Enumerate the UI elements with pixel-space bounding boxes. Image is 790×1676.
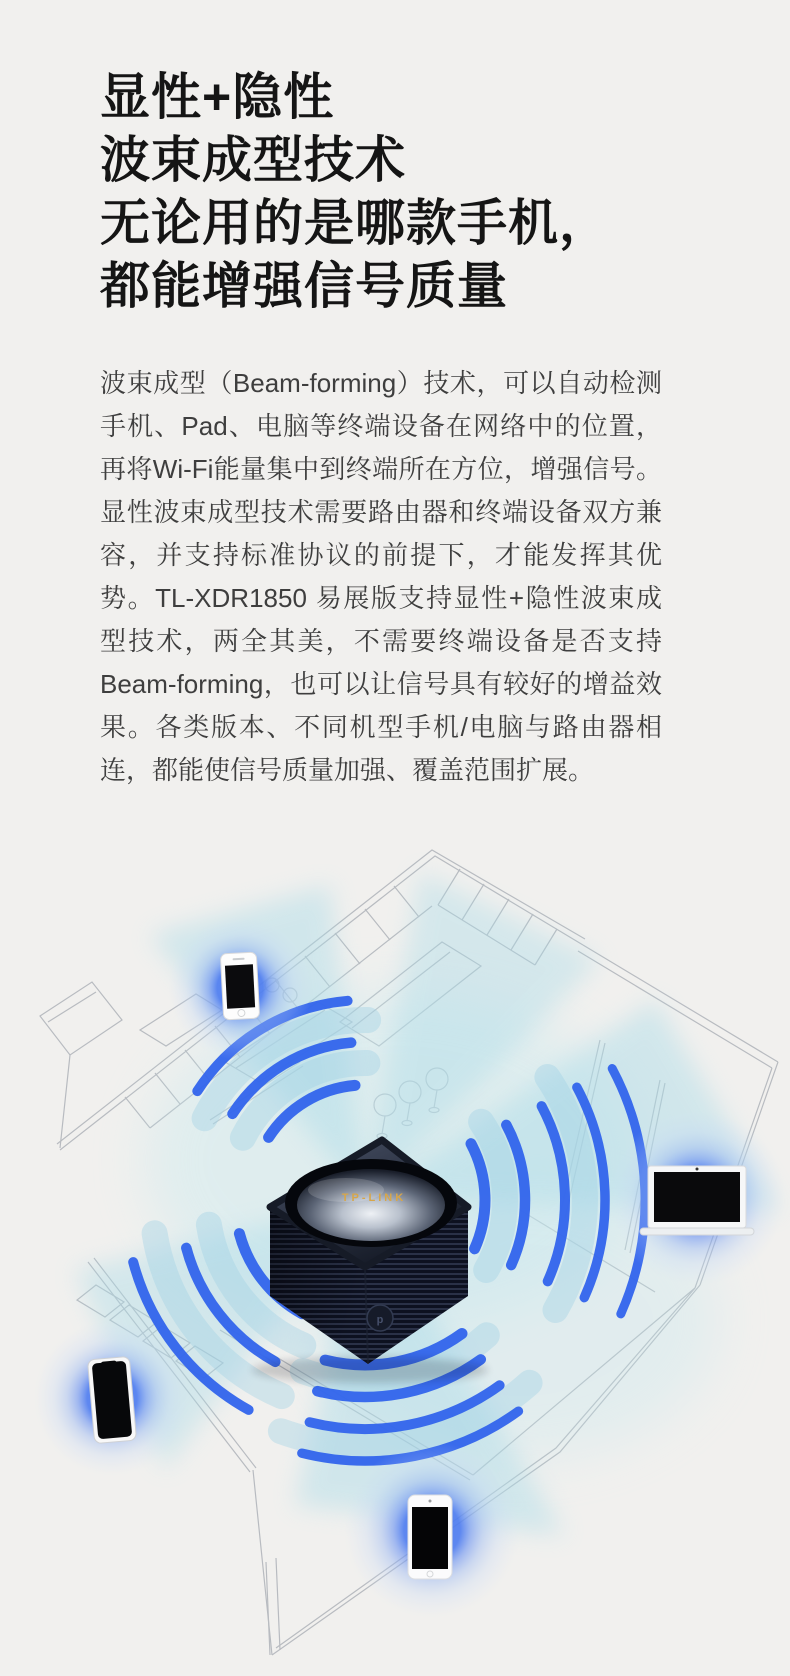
coverage-illustration bbox=[0, 800, 790, 1676]
feature-description: 波束成型（Beam-forming）技术，可以自动检测手机、Pad、电脑等终端设备在网络中的位置，再将Wi-Fi能量集中到终端所在方位，增强信号。显性波束成型技术需要路由器和终端设备双方兼容，并支持标准协议的前提下，才能发挥其优势。TL-XDR1850 易展版支持显性+隐性波束成型技术，两全其美，不需要终端设备是否支持Beam-forming，也可以让信号具有较好的增益效果。各类版本、不同机型手机/电脑与路由器相连，都能使信号质量加强、覆盖范围扩展。 bbox=[100, 368, 662, 785]
smartphone-left-icon bbox=[87, 1356, 136, 1443]
router-brand-text: TP-LINK bbox=[341, 1192, 407, 1204]
laptop-right-icon bbox=[640, 1166, 754, 1235]
smartphone-top-left-icon bbox=[220, 952, 259, 1020]
smartphone-bottom-icon bbox=[408, 1495, 452, 1579]
heading-line-4: 都能增强信号质量 bbox=[100, 258, 508, 314]
heading-line-1: 显性+隐性 bbox=[100, 69, 335, 125]
tplink-badge-letter: p bbox=[376, 1314, 384, 1326]
heading-line-3: 无论用的是哪款手机， bbox=[100, 195, 610, 251]
heading-line-2: 波束成型技术 bbox=[100, 132, 406, 188]
router-dish bbox=[297, 1169, 445, 1241]
hero-heading bbox=[100, 66, 610, 318]
